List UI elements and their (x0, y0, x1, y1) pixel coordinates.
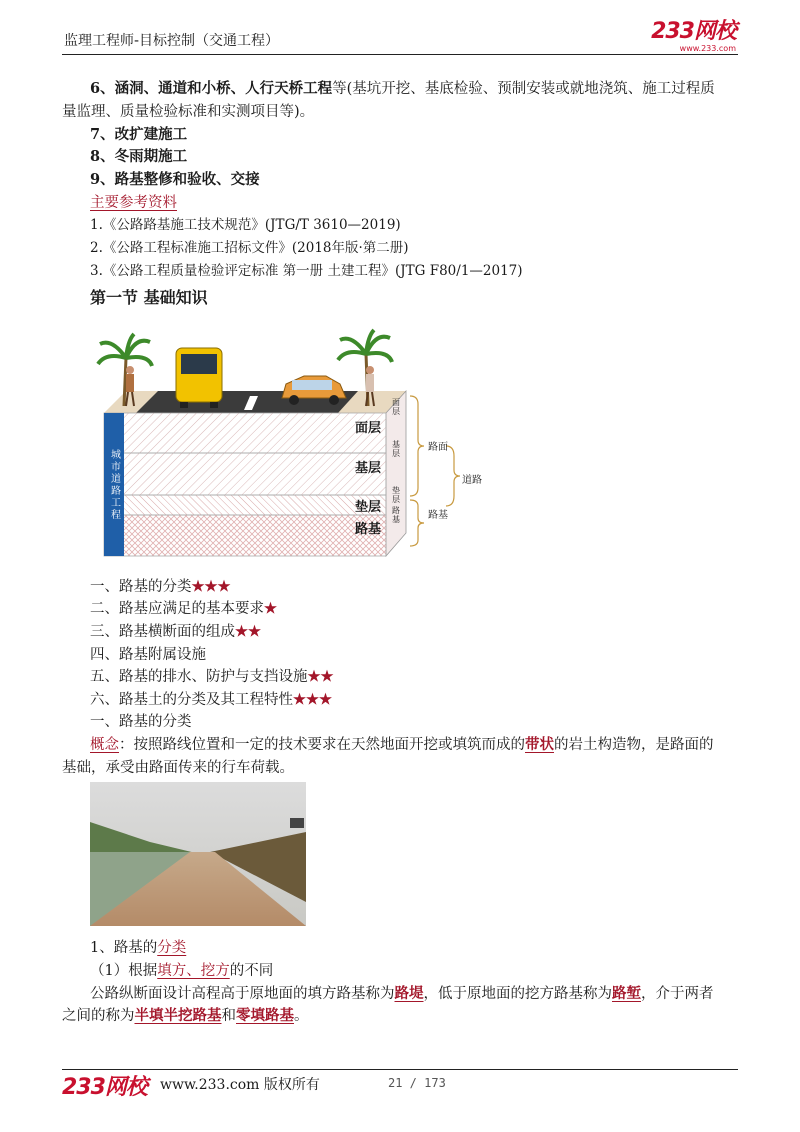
outline-item-3: 三、路基横断面的组成★★ (90, 623, 261, 640)
list-item-9: 9、路基整修和验收、交接 (90, 171, 260, 188)
brace-label-pavement: 路面 (428, 442, 448, 453)
layer-label-base: 基层 (355, 461, 382, 476)
brand-logo[interactable] (651, 20, 736, 53)
diagram-side-label: 城市道路工程 (111, 450, 121, 521)
outline-item-1: 一、路基的分类★★★ (90, 578, 231, 595)
footer-divider (62, 1069, 738, 1070)
side-layer-base: 基层 (392, 440, 400, 458)
bus-icon (176, 348, 222, 408)
outline-item-2: 二、路基应满足的基本要求★ (90, 600, 277, 617)
list-item-8: 8、冬雨期施工 (90, 148, 188, 165)
reference-3: 3.《公路工程质量检验评定标准 第一册 土建工程》(JTG F80/1—2017) (90, 263, 523, 279)
outline-item-5: 五、路基的排水、防护与支挡设施★★ (90, 668, 334, 685)
page-number: 21 / 173 (388, 1076, 446, 1090)
subgrade-photo (90, 782, 306, 926)
brace-label-subgrade: 路基 (428, 510, 448, 521)
logo-url: www.233.com (679, 44, 736, 53)
brace-subgrade (410, 500, 424, 546)
reference-1: 1.《公路路基施工技术规范》(JTG/T 3610—2019) (90, 217, 401, 233)
classify-heading: 1、路基的分类 (90, 940, 187, 956)
layer-label-cushion: 垫层 (355, 500, 382, 515)
list-item-6-cont: 量监理、质量检验标准和实测项目等)。 (62, 104, 315, 120)
footer-copyright: www.233.com 版权所有 (160, 1077, 320, 1093)
footer-logo[interactable]: 233网校 (62, 1075, 147, 1100)
list-item-7: 7、改扩建施工 (90, 126, 188, 143)
concept-line-2: 基础，承受由路面传来的行车荷载。 (62, 760, 294, 776)
concept-line-1: 概念：按照路线位置和一定的技术要求在天然地面开挖或填筑而成的带状的岩土构造物，是路面的 (90, 736, 714, 753)
layer-subgrade (104, 515, 386, 556)
side-layer-cushion: 垫层 (392, 486, 400, 504)
sub-heading: 一、路基的分类 (90, 714, 192, 730)
layer-label-subgrade: 路基 (355, 522, 382, 537)
section-title: 第一节 基础知识 (90, 288, 208, 307)
classify-para-line-1: 公路纵断面设计高程高于原地面的填方路基称为路堤，低于原地面的挖方路基称为路堑，介于两者 (90, 985, 714, 1002)
classify-subheading: （1）根据填方、挖方的不同 (90, 963, 274, 979)
layer-label-surface: 面层 (355, 421, 382, 436)
layer-base (104, 453, 386, 495)
side-layer-subgrade: 路基 (392, 506, 400, 524)
list-item-6: 6、涵洞、通道和小桥、人行天桥工程等(基坑开挖、基底检验、预制安装或就地浇筑、施工过程质 (90, 80, 715, 97)
outline-item-6: 六、路基土的分类及其工程特性★★★ (90, 691, 332, 708)
brace-label-road: 道路 (462, 475, 482, 486)
layer-cushion (104, 495, 386, 515)
classify-para-line-2: 之间的称为半填半挖路基和零填路基。 (62, 1007, 309, 1024)
brace-pavement (410, 396, 424, 496)
layer-surface (104, 413, 386, 453)
header-title: 监理工程师-目标控制（交通工程） (64, 33, 280, 49)
logo-text: 233网校 (651, 19, 736, 44)
side-layer-surface: 面层 (392, 398, 400, 416)
references-heading: 主要参考资料 (90, 195, 177, 211)
outline-item-4: 四、路基附属设施 (90, 647, 206, 663)
reference-2: 2.《公路工程标准施工招标文件》(2018年版·第二册) (90, 240, 409, 256)
header-divider (62, 54, 738, 55)
brace-road (446, 446, 460, 506)
